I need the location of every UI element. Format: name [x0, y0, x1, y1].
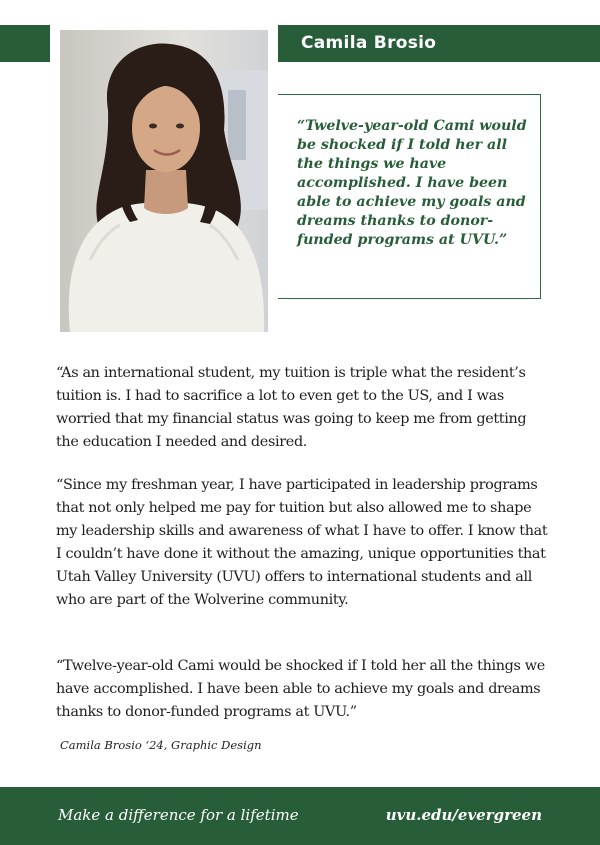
body-paragraph-2: “Since my freshman year, I have participated in leadership programs that not only helped me pay for tuition but also allowed me to shape my leadership skills and awareness of what I have to offer. I know that I couldn’t have done it without the amazing, unique opportunities that Utah Valley University (UVU) offers to international students and all who are part of the Wolverine community.: [56, 477, 548, 608]
body-paragraph-3: “Twelve-year-old Cami would be shocked if I told her all the things we have accomplished. I have been able to achieve my goals and dreams thanks to donor-funded programs at UVU.”: [56, 658, 545, 720]
pull-quote: “Twelve-year-old Cami would be shocked if I told her all the things we have accomplished. I have been able to achieve my goals and dreams thanks to donor-funded programs at UVU.”: [297, 118, 527, 248]
footer-tagline: Make a difference for a lifetime: [58, 806, 299, 824]
attribution: Camila Brosio ‘24, Graphic Design: [60, 738, 262, 752]
portrait-photo: [60, 30, 268, 332]
footer-url-link[interactable]: uvu.edu/evergreen: [385, 806, 542, 824]
body-paragraph-1: “As an international student, my tuition is triple what the resident’s tuition is. I had to sacrifice a lot to even get to the US, and I was worried that my financial status was going to keep me from getting the education I needed and desired.: [56, 365, 527, 450]
portrait-illustration: [60, 30, 268, 332]
photo-frame: [50, 20, 278, 342]
student-name: Camila Brosio: [301, 33, 437, 53]
